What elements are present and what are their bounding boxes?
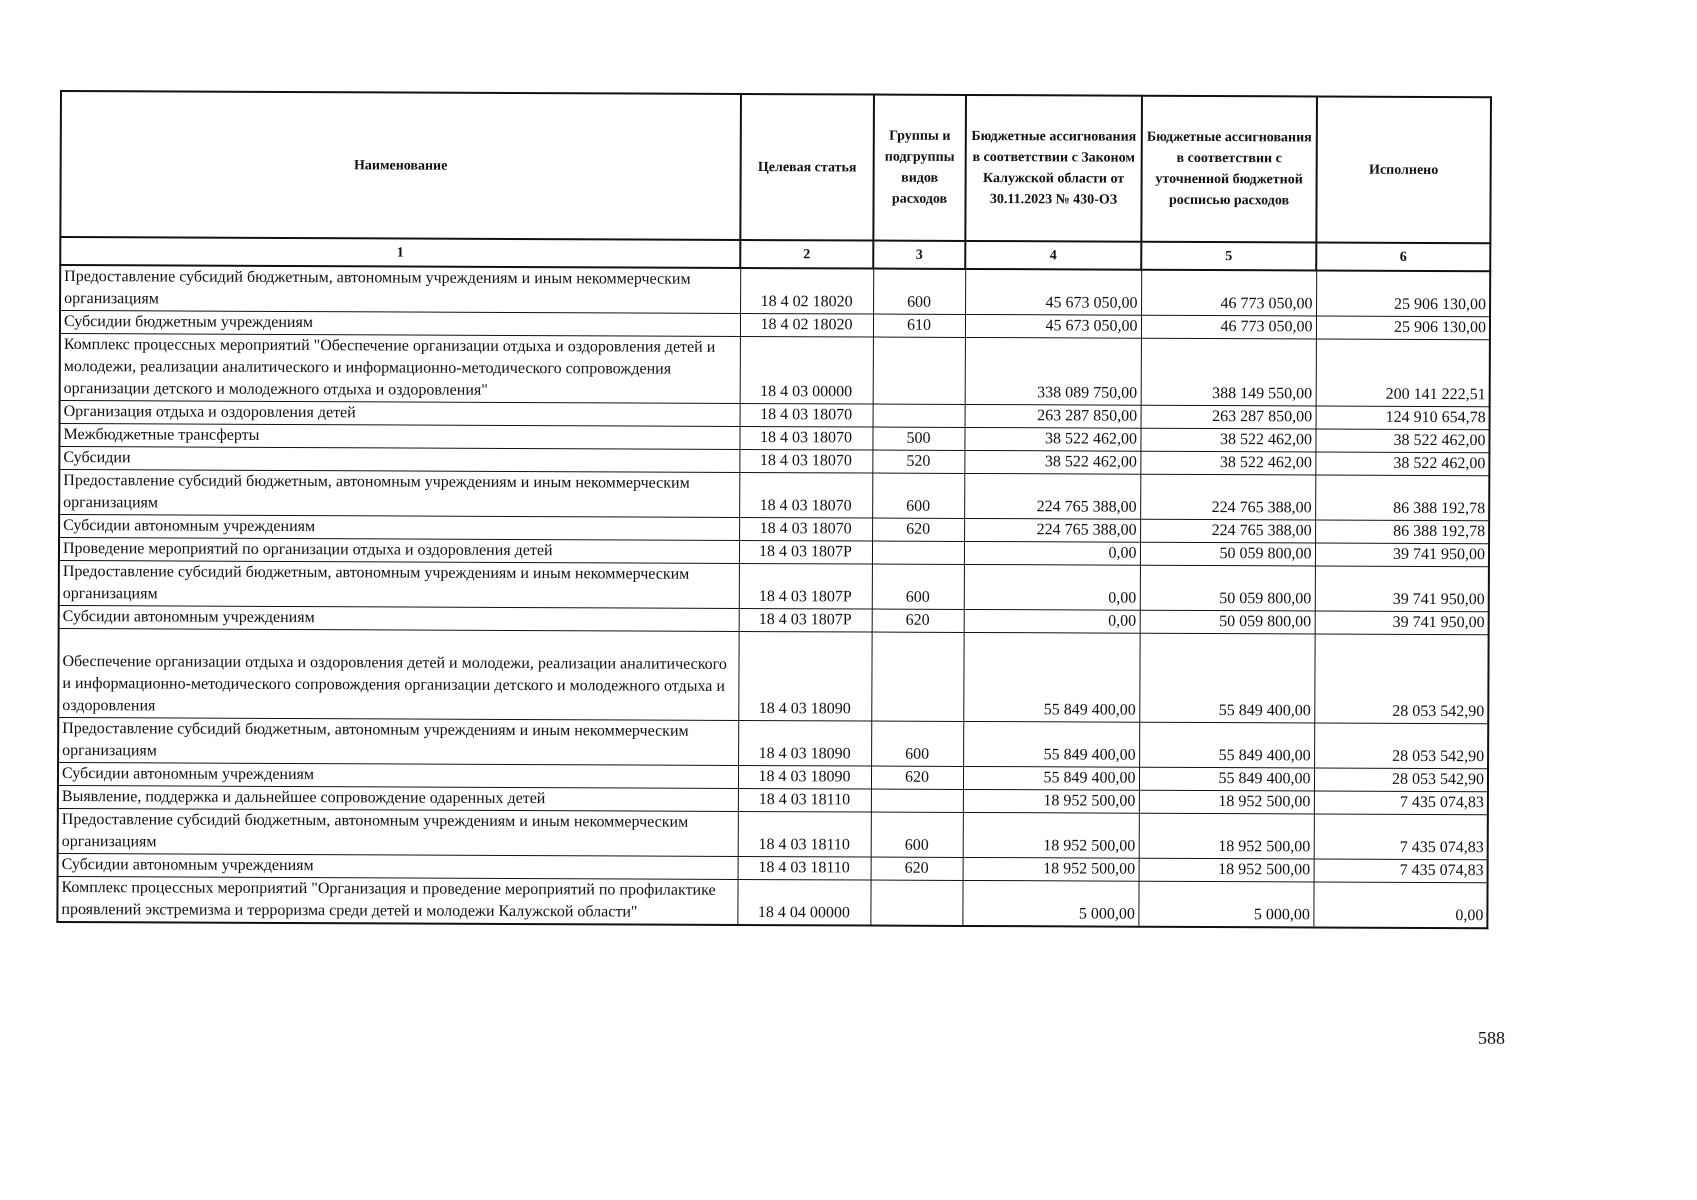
row-executed-amount: 0,00 (1313, 882, 1487, 928)
row-target-article: 18 4 03 1807Р (739, 540, 872, 564)
row-target-article: 18 4 03 18090 (738, 720, 871, 766)
row-target-article: 18 4 03 18070 (739, 449, 872, 473)
table-row (57, 876, 1487, 928)
row-law-amount: 55 849 400,00 (963, 632, 1139, 722)
row-expense-group: 600 (872, 473, 964, 518)
row-law-amount: 224 765 388,00 (964, 518, 1140, 542)
column-number: 5 (1141, 242, 1316, 271)
row-name: Комплекс процессных мероприятий "Обеспечение организации отдыха и оздоровления детей и молодежи, реализации аналитического и информационно-методического сопровождения организации детского и молодежного отдыха и оздоровления" (60, 334, 740, 404)
row-refined-amount: 55 849 400,00 (1139, 722, 1314, 768)
row-name: Обеспечение организации отдыха и оздоровления детей и молодежи, реализации аналитического и информационно-методического сопровождения организации детского и молодежного отдыха и оздоровления (58, 628, 738, 720)
row-target-article: 18 4 03 18110 (738, 811, 871, 857)
row-name: Организация отдыха и оздоровления детей (60, 401, 740, 427)
row-executed-amount: 28 053 542,90 (1314, 768, 1488, 792)
row-target-article: 18 4 03 18090 (738, 631, 871, 721)
row-expense-group: 500 (872, 427, 964, 450)
row-executed-amount: 124 910 654,78 (1316, 406, 1490, 430)
row-name: Выявление, поддержка и дальнейшее сопровождение одаренных детей (58, 785, 738, 811)
row-name: Предоставление субсидий бюджетным, автономным учреждениям и иным некоммерческим организациям (58, 717, 738, 765)
row-name: Предоставление субсидий бюджетным, автономным учреждениям и иным некоммерческим организациям (58, 808, 738, 856)
row-target-article: 18 4 03 18090 (738, 765, 871, 789)
row-law-amount: 55 849 400,00 (963, 721, 1139, 767)
row-law-amount: 0,00 (964, 564, 1140, 610)
row-executed-amount: 7 435 074,83 (1314, 814, 1488, 860)
row-refined-amount: 224 765 388,00 (1140, 519, 1315, 543)
row-refined-amount: 18 952 500,00 (1139, 858, 1314, 882)
row-refined-amount: 55 849 400,00 (1139, 633, 1314, 723)
row-expense-group (873, 337, 965, 404)
column-number: 2 (740, 240, 873, 269)
row-executed-amount: 39 741 950,00 (1315, 566, 1489, 612)
row-expense-group: 600 (872, 564, 964, 609)
row-refined-amount: 46 773 050,00 (1141, 270, 1316, 316)
row-law-amount: 18 952 500,00 (963, 789, 1139, 813)
header-executed: Исполнено (1316, 96, 1491, 243)
row-expense-group (870, 880, 962, 926)
page-number: 588 (1478, 1028, 1505, 1048)
row-name: Проведение мероприятий по организации отдыха и оздоровления детей (59, 538, 739, 564)
row-law-amount: 263 287 850,00 (965, 404, 1141, 428)
row-name: Субсидии бюджетным учреждениям (60, 311, 740, 337)
row-name: Предоставление субсидий бюджетным, автономным учреждениям и иным некоммерческим организациям (59, 560, 739, 608)
row-law-amount: 5 000,00 (962, 880, 1138, 926)
row-refined-amount: 55 849 400,00 (1139, 767, 1314, 791)
row-refined-amount: 224 765 388,00 (1140, 474, 1315, 520)
row-refined-amount: 388 149 550,00 (1141, 338, 1316, 406)
row-law-amount: 18 952 500,00 (963, 857, 1139, 881)
row-name: Предоставление субсидий бюджетным, автономным учреждениям и иным некоммерческим организациям (59, 470, 739, 518)
row-expense-group (872, 541, 964, 564)
row-refined-amount: 18 952 500,00 (1139, 813, 1314, 859)
row-executed-amount: 38 522 462,00 (1315, 429, 1489, 453)
header-refined-allocations: Бюджетные ассигнования в соответствии с уточненной бюджетной росписью расходов (1141, 96, 1317, 243)
row-name: Субсидии автономным учреждениям (58, 853, 738, 879)
row-target-article: 18 4 03 18110 (738, 856, 871, 880)
row-refined-amount: 5 000,00 (1138, 881, 1313, 927)
row-executed-amount: 25 906 130,00 (1316, 316, 1490, 340)
row-target-article: 18 4 03 18070 (739, 517, 872, 541)
row-executed-amount: 28 053 542,90 (1314, 634, 1488, 724)
row-expense-group: 620 (871, 766, 963, 789)
row-law-amount: 18 952 500,00 (963, 812, 1139, 858)
row-name: Субсидии автономным учреждениям (59, 515, 739, 541)
header-row (60, 91, 1491, 243)
row-refined-amount: 50 059 800,00 (1140, 542, 1315, 566)
table-row (58, 808, 1488, 859)
row-executed-amount: 39 741 950,00 (1315, 611, 1489, 635)
row-executed-amount: 7 435 074,83 (1314, 791, 1488, 815)
row-name: Предоставление субсидий бюджетным, автономным учреждениям и иным некоммерческим организациям (60, 265, 740, 313)
header-target-article: Целевая статья (740, 94, 874, 241)
row-expense-group: 600 (873, 269, 965, 315)
column-number: 3 (873, 241, 965, 269)
row-executed-amount: 39 741 950,00 (1315, 543, 1489, 567)
row-executed-amount: 200 141 222,51 (1316, 339, 1490, 407)
row-expense-group: 610 (873, 314, 965, 337)
row-law-amount: 45 673 050,00 (965, 269, 1141, 315)
row-expense-group: 620 (872, 518, 964, 541)
row-target-article: 18 4 03 1807Р (739, 608, 872, 632)
row-target-article: 18 4 03 18070 (740, 403, 873, 427)
row-law-amount: 0,00 (964, 609, 1140, 633)
row-name: Субсидии (59, 447, 739, 473)
row-executed-amount: 86 388 192,78 (1315, 520, 1489, 544)
row-expense-group: 520 (872, 450, 964, 473)
row-law-amount: 38 522 462,00 (964, 427, 1140, 451)
row-target-article: 18 4 03 18070 (739, 426, 872, 450)
row-refined-amount: 50 059 800,00 (1140, 565, 1315, 611)
row-law-amount: 45 673 050,00 (965, 314, 1141, 338)
header-law-allocations: Бюджетные ассигнования в соответствии с Законом Калужской области от 30.11.2023 № 430-ОЗ (965, 95, 1142, 242)
row-target-article: 18 4 03 1807Р (739, 563, 872, 609)
row-executed-amount: 25 906 130,00 (1316, 270, 1490, 316)
row-expense-group (871, 789, 963, 812)
row-refined-amount: 38 522 462,00 (1140, 428, 1315, 452)
table-row (59, 560, 1489, 611)
row-law-amount: 338 089 750,00 (965, 337, 1141, 405)
row-name: Межбюджетные трансферты (59, 424, 739, 450)
row-target-article: 18 4 03 18110 (738, 788, 871, 812)
row-refined-amount: 263 287 850,00 (1141, 405, 1316, 429)
row-name: Субсидии автономным учреждениям (58, 762, 738, 788)
row-expense-group: 600 (871, 721, 963, 766)
row-refined-amount: 38 522 462,00 (1140, 451, 1315, 475)
row-law-amount: 0,00 (964, 541, 1140, 565)
row-executed-amount: 86 388 192,78 (1315, 475, 1489, 521)
row-target-article: 18 4 04 00000 (737, 879, 870, 925)
row-executed-amount: 38 522 462,00 (1315, 452, 1489, 476)
row-expense-group: 620 (871, 857, 963, 880)
row-executed-amount: 28 053 542,90 (1314, 723, 1488, 769)
row-expense-group: 600 (871, 812, 963, 857)
table-row (58, 628, 1488, 723)
row-name: Субсидии автономным учреждениям (59, 605, 739, 631)
row-refined-amount: 46 773 050,00 (1141, 315, 1316, 339)
row-name: Комплекс процессных мероприятий "Организация и проведение мероприятий по профилактике проявлений экстремизма и терроризма среди детей и молодежи Калужской области" (57, 876, 737, 924)
row-target-article: 18 4 02 18020 (740, 313, 873, 337)
table-row (58, 717, 1488, 768)
table-row (59, 470, 1489, 521)
table-row (60, 265, 1490, 317)
row-law-amount: 38 522 462,00 (964, 450, 1140, 474)
column-number: 6 (1316, 242, 1490, 271)
row-target-article: 18 4 03 18070 (739, 472, 872, 518)
row-expense-group (873, 404, 965, 427)
row-executed-amount: 7 435 074,83 (1314, 859, 1488, 883)
table-row (60, 334, 1490, 407)
header-name: Наименование (60, 91, 741, 240)
row-target-article: 18 4 03 00000 (740, 336, 873, 404)
budget-table (56, 90, 1492, 929)
row-law-amount: 55 849 400,00 (963, 766, 1139, 790)
column-number: 4 (965, 241, 1141, 270)
row-expense-group: 620 (872, 609, 964, 632)
row-refined-amount: 18 952 500,00 (1139, 790, 1314, 814)
column-number: 1 (60, 237, 740, 268)
row-refined-amount: 50 059 800,00 (1140, 610, 1315, 634)
header-expense-groups: Группы и подгруппы видов расходов (873, 95, 966, 241)
row-target-article: 18 4 02 18020 (740, 268, 873, 314)
row-expense-group (871, 632, 963, 721)
row-law-amount: 224 765 388,00 (964, 473, 1140, 519)
